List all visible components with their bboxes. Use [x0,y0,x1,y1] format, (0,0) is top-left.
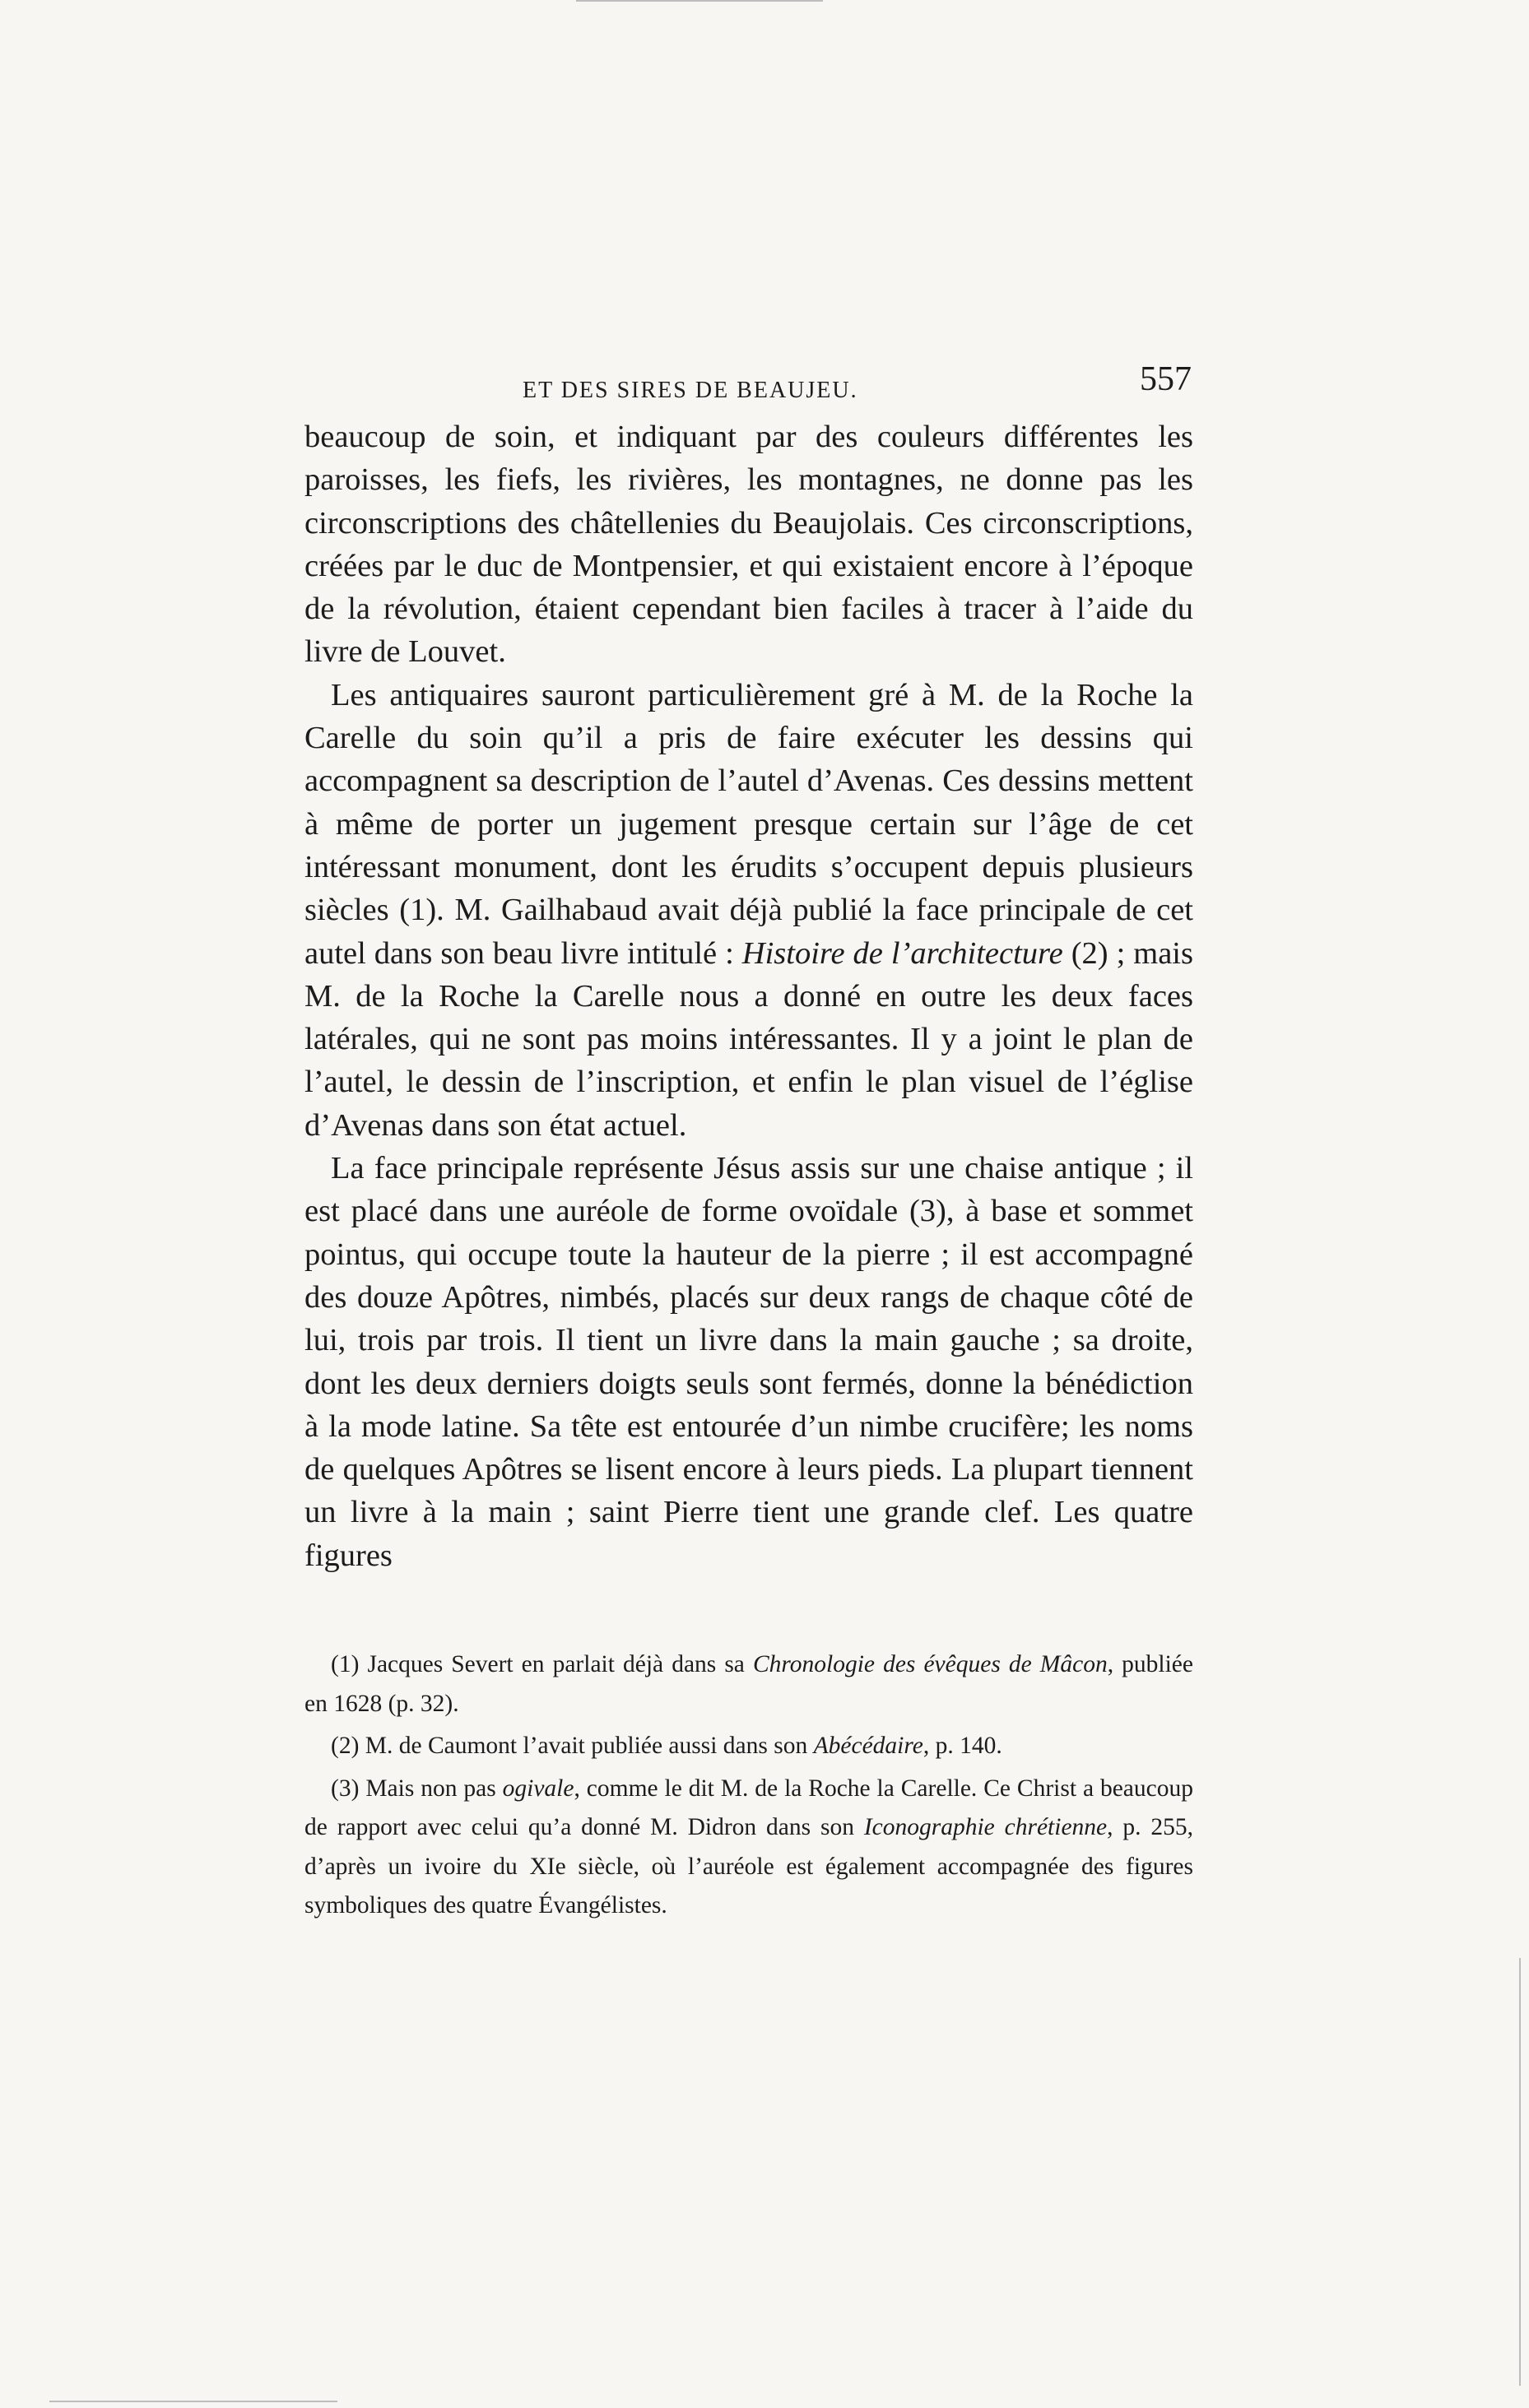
main-text [304,415,1193,1577]
footnote-text: (1) Jacques Severt en parlait déjà dans sa [331,1651,753,1677]
footnote-text: , p. 140. [923,1733,1002,1759]
book-title: Abécédaire [813,1733,923,1759]
footnote [304,1727,1193,1766]
book-title: Chronologie des évêques de Mâcon [752,1651,1108,1677]
paragraph [304,415,1193,674]
paragraph-text: Les antiquaires sauront particulièrement gré à M. de la Roche la Carelle du soin qu’il a pris de faire exécuter les dessins qui accompagnent sa description de l’autel d’Avenas. Ces dessins mettent à même de porter un jugement presque certain sur l’âge de cet intéressant monument, dont les érudits s’occupent depuis plusieurs siècles (1). M. Gailhabaud avait déjà publié la face principale de cet autel dans son beau livre intitulé : [304,677,1193,971]
emphasized-word: ogivale [502,1775,574,1802]
footnote [304,1645,1193,1724]
page-number: 557 [1140,360,1192,398]
paragraph [304,1147,1193,1577]
page-header [304,360,1193,409]
scan-edge-line-top [576,0,823,2]
paragraph-text: (2) ; mais M. de la Roche la Carelle nous a donné en outre les deux faces latérales, qui ne sont pas moins intéressantes. Il y a joint le plan de l’autel, le dessin de l’inscription, et enfin le plan visuel de l’église d’Avenas dans son état actuel. [304,935,1193,1143]
scan-edge-line-bottom [49,2401,337,2402]
footnote-text: , publiée en 1628 (p. 32). [304,1651,1193,1717]
footnotes [304,1645,1193,1926]
book-title: Histoire de l’architecture [741,935,1063,971]
footnote [304,1770,1193,1926]
scan-edge-line-right [1519,1958,1521,2386]
footnote-text: (3) Mais non pas [331,1775,503,1802]
running-title: ET DES SIRES DE BEAUJEU. [523,378,858,403]
footnote-text: , p. 255, d’après un ivoire du XIe siècle, où l’auréole est également accompagnée des figures symboliques des quatre Évangélistes. [304,1814,1194,1919]
footnote-text: , comme le dit M. de la Roche la Carelle. Ce Christ a beaucoup de rapport avec celui qu’a donné M. Didron dans son [304,1775,1193,1840]
paragraph-text: La face principale représente Jésus assis sur une chaise antique ; il est placé dans une auréole de forme ovoïdale (3), à base et sommet pointus, qui occupe toute la hauteur de la pierre ; il est accompagné des douze Apôtres, nimbés, placés sur deux rangs de chaque côté de lui, trois par trois. Il tient un livre dans la main gauche ; sa droite, dont les deux derniers doigts seuls sont fermés, donne la bénédiction à la mode latine. Sa tête est entourée d’un nimbe crucifère; les noms de quelques Apôtres se lisent encore à leurs pieds. La plupart tiennent un livre à la main ; saint Pierre tient une grande clef. Les quatre figures [304,1151,1193,1573]
paragraph [304,674,1193,1147]
book-title: Iconographie chrétienne [863,1814,1108,1840]
paragraph-text: beaucoup de soin, et indiquant par des couleurs différentes les paroisses, les fiefs, les rivières, les montagnes, ne donne pas les circonscriptions des châtellenies du Beaujolais. Ces circonscriptions, créées par le duc de Montpensier, et qui existaient encore à l’époque de la révolution, étaient cependant bien faciles à tracer à l’aide du livre de Louvet. [304,420,1193,670]
footnote-text: (2) M. de Caumont l’avait publiée aussi dans son [331,1733,814,1759]
